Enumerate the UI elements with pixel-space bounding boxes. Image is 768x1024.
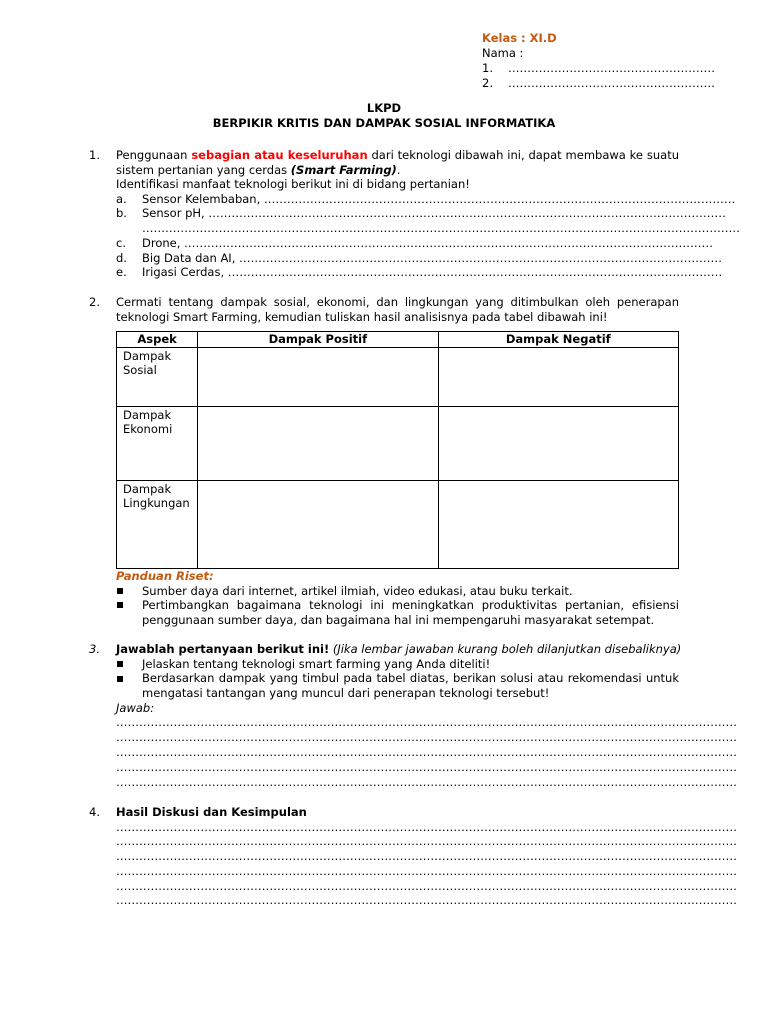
item-letter-a: a. <box>116 192 127 206</box>
item-letter-d: d. <box>116 251 127 265</box>
answer-line[interactable]: ……………………………………………………………………………………………………………………………………………… <box>116 775 737 789</box>
conclusion-line[interactable]: ……………………………………………………………………………………………………………………………………………… <box>116 879 737 893</box>
negative-cell-social[interactable] <box>438 347 678 406</box>
answer-line[interactable]: ……………………………………………………………………………………………………………………………………………… <box>116 715 737 729</box>
question-1-intro-text: Penggunaan <box>116 148 192 162</box>
positive-cell-social[interactable] <box>198 347 438 406</box>
member-line-1: ……………………………………………… <box>508 61 715 75</box>
item-letter-c: c. <box>116 236 126 250</box>
conclusion-line[interactable]: ……………………………………………………………………………………………………………………………………………… <box>116 820 737 834</box>
item-letter-e: e. <box>116 265 127 279</box>
question-3-heading <box>116 642 682 657</box>
item-d-text: Big Data dan AI, ……………………………………………………………………………………………………………… <box>142 251 723 265</box>
aspek-line-2: Lingkungan <box>123 496 190 511</box>
aspek-cell-social <box>117 347 198 406</box>
conclusion-line[interactable]: ……………………………………………………………………………………………………………………………………………… <box>116 834 737 848</box>
aspek-line-1: Dampak <box>123 407 172 422</box>
aspek-line-1: Dampak <box>123 348 172 363</box>
aspek-line-1: Dampak <box>123 481 172 496</box>
question-4-title: Hasil Diskusi dan Kesimpulan <box>116 805 307 819</box>
bullet-icon <box>117 661 123 667</box>
aspek-line-2: Sosial <box>123 363 157 378</box>
item-b-continuation: ………………………………………………………………………………………………………………………………………… <box>142 221 740 235</box>
question-1-instruction: Identifikasi manfaat teknologi berikut ini di bidang pertanian! <box>116 177 470 191</box>
bullet-icon <box>117 588 123 594</box>
table-header-row <box>117 332 679 348</box>
member-number-2: 2. <box>482 76 493 90</box>
name-label: Nama : <box>482 46 524 60</box>
answer-line[interactable]: ……………………………………………………………………………………………………………………………………………… <box>116 745 737 759</box>
guide-item-2: Pertimbangkan bagaimana teknologi ini meningkatkan produktivitas pertanian, efisiensi penggunaan sumber daya, dan bagaimana hal ini mempengaruhi masyarakat setempat. <box>142 598 679 627</box>
question-1-highlight: sebagian atau keseluruhan <box>191 148 368 162</box>
aspek-line-2: Ekonomi <box>123 422 173 437</box>
bullet-icon <box>117 676 123 682</box>
aspek-cell-environment <box>117 480 198 568</box>
research-guide-title: Panduan Riset: <box>116 569 214 583</box>
question-1-intro-text-2: dari teknologi dibawah ini, dapat membawa ke suatu sistem pertanian yang cerdas <box>116 148 680 177</box>
question-3-note: (Jika lembar jawaban kurang boleh dilanjutkan disebaliknya) <box>329 642 682 656</box>
table-row <box>117 406 679 480</box>
question-3-item-2: Berdasarkan dampak yang timbul pada tabel diatas, berikan solusi atau rekomendasi untuk mengatasi tantangan yang muncul dari penerapan teknologi tersebut! <box>142 671 679 700</box>
question-3-title: Jawablah pertanyaan berikut ini! <box>116 642 330 656</box>
bullet-icon <box>117 602 123 608</box>
question-1-intro <box>116 148 679 177</box>
item-e-text: Irigasi Cerdas, ………………………………………………………………………………………………………………… <box>142 265 723 279</box>
positive-cell-environment[interactable] <box>198 480 438 568</box>
conclusion-line[interactable]: ……………………………………………………………………………………………………………………………………………… <box>116 893 737 907</box>
question-3-number: 3. <box>89 642 100 656</box>
question-1-term: (Smart Farming) <box>290 162 397 177</box>
page-title: LKPD <box>366 101 402 115</box>
page-subtitle: BERPIKIR KRITIS DAN DAMPAK SOSIAL INFORMATIKA <box>212 116 556 130</box>
answer-line[interactable]: ……………………………………………………………………………………………………………………………………………… <box>116 730 737 744</box>
question-1-intro-end: . <box>396 162 401 177</box>
header-aspek: Aspek <box>117 332 198 348</box>
item-letter-b: b. <box>116 206 127 220</box>
question-3-item-1: Jelaskan tentang teknologi smart farming yang Anda diteliti! <box>142 657 491 671</box>
item-b-text: Sensor pH, ……………………………………………………………………………………………………………………… <box>142 206 726 220</box>
positive-cell-economy[interactable] <box>198 406 438 480</box>
question-2-number: 2. <box>89 295 100 309</box>
item-c-text: Drone, ………………………………………………………………………………………………………………………… <box>142 236 714 250</box>
answer-label: Jawab: <box>116 701 155 715</box>
header-positive: Dampak Positif <box>198 332 438 348</box>
aspek-cell-economy <box>117 406 198 480</box>
table-row <box>117 480 679 568</box>
negative-cell-environment[interactable] <box>438 480 678 568</box>
header-negative: Dampak Negatif <box>438 332 678 348</box>
class-label: Kelas : XI.D <box>482 31 557 45</box>
table-row <box>117 347 679 406</box>
question-1-number: 1. <box>89 148 100 162</box>
member-line-2: ……………………………………………… <box>508 76 715 90</box>
negative-cell-economy[interactable] <box>438 406 678 480</box>
question-4-number: 4. <box>89 805 100 819</box>
answer-line[interactable]: ……………………………………………………………………………………………………………………………………………… <box>116 760 737 774</box>
question-2-text: Cermati tentang dampak sosial, ekonomi, dan lingkungan yang ditimbulkan oleh penerapan teknologi Smart Farming, kemudian tuliskan hasil analisisnya pada tabel dibawah ini! <box>116 295 679 324</box>
conclusion-line[interactable]: ……………………………………………………………………………………………………………………………………………… <box>116 849 737 863</box>
guide-item-1: Sumber daya dari internet, artikel ilmiah, video edukasi, atau buku terkait. <box>142 584 573 598</box>
conclusion-line[interactable]: ……………………………………………………………………………………………………………………………………………… <box>116 864 737 878</box>
impact-table <box>116 331 679 569</box>
item-a-text: Sensor Kelembaban, …………………………………………………………………………………………………………… <box>142 192 736 206</box>
member-number-1: 1. <box>482 61 493 75</box>
